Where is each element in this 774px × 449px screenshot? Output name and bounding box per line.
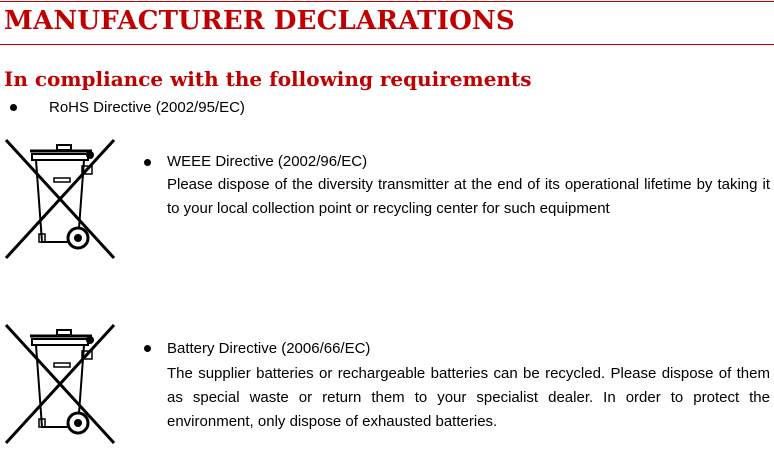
crossed-out-wheelie-bin-icon bbox=[2, 323, 118, 447]
weee-body: Please dispose of the diversity transmitter at the end of its operational lifetime by taking it to your local collection point or recycling center for such equipment bbox=[167, 176, 770, 217]
battery-title: Battery Directive (2006/66/EC) bbox=[167, 340, 371, 357]
weee-title: WEEE Directive (2002/96/EC) bbox=[167, 153, 368, 170]
bullet-icon bbox=[144, 159, 151, 166]
crossed-out-wheelie-bin-icon bbox=[2, 138, 118, 262]
title-divider bbox=[0, 44, 774, 45]
battery-body: The supplier batteries or rechargeable batteries can be recycled. Please dispose of them as special waste or return them to your specialist dealer. In order to protect the environment, only dispose of exhausted batteries. bbox=[167, 365, 770, 430]
bullet-icon bbox=[144, 345, 151, 352]
bullet-icon bbox=[10, 104, 17, 111]
compliance-subheading: In compliance with the following requirements bbox=[4, 67, 532, 91]
page-title: MANUFACTURER DECLARATIONS bbox=[4, 6, 515, 36]
rohs-title: RoHS Directive (2002/95/EC) bbox=[49, 99, 245, 116]
top-divider bbox=[0, 1, 774, 2]
